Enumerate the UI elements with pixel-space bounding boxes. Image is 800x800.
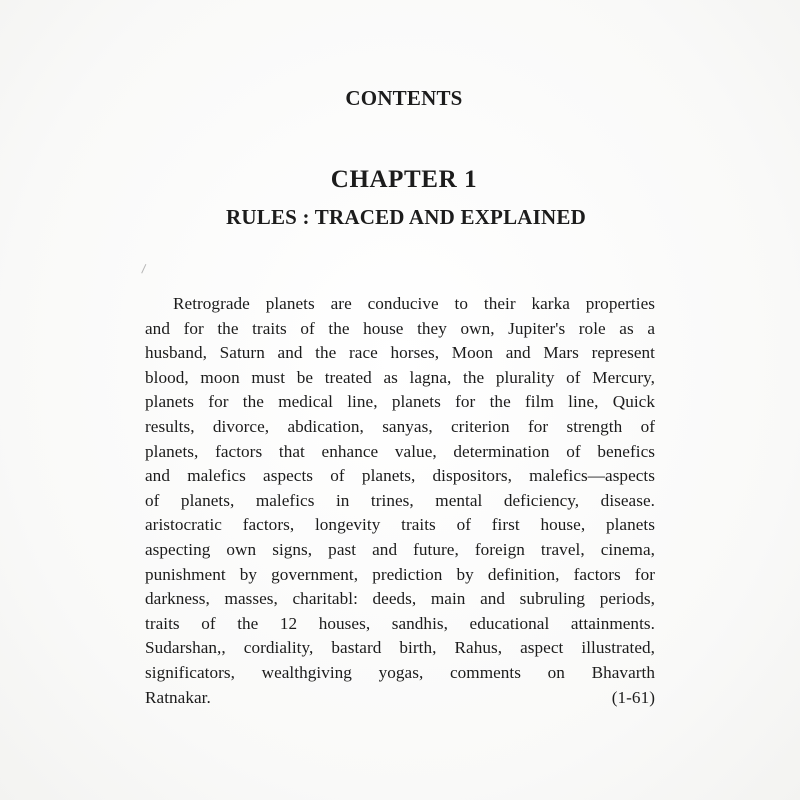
paragraph-line: husband, Saturn and the race horses, Moon and Mars represent	[145, 343, 655, 363]
paragraph-line: planets for the medical line, planets for the film line, Quick	[145, 392, 655, 412]
paragraph-line: results, divorce, abdication, sanyas, criterion for strength of	[145, 416, 655, 436]
contents-title: CONTENTS	[345, 86, 463, 110]
paragraph-line: aristocratic factors, longevity traits of first house, planets	[145, 515, 655, 535]
paragraph-line: blood, moon must be treated as lagna, the plurality of Mercury,	[145, 367, 655, 387]
paragraph-line: and malefics aspects of planets, dispositors, malefics—aspects	[145, 466, 655, 486]
chapter-title: CHAPTER 1	[330, 166, 478, 193]
paragraph-line: aspecting own signs, past and future, foreign travel, cinema,	[145, 539, 655, 559]
chapter-subtitle: RULES : TRACED AND EXPLAINED	[226, 205, 586, 229]
paragraph-line: of planets, malefics in trines, mental deficiency, disease.	[145, 490, 655, 510]
chapter-summary-paragraph	[145, 292, 655, 710]
scan-mark	[141, 264, 152, 276]
paragraph-line: traits of the 12 houses, sandhis, educational attainments.	[145, 613, 655, 633]
paragraph-last-line-text: Ratnakar.	[145, 687, 211, 707]
paragraph-line: punishment by government, prediction by definition, factors for	[145, 564, 655, 584]
paragraph-line: Sudarshan,, cordiality, bastard birth, Rahus, aspect illustrated,	[145, 638, 655, 658]
paragraph-line: Retrograde planets are conducive to their karka properties	[173, 294, 655, 313]
paragraph-line: and for the traits of the house they own, Jupiter's role as a	[145, 318, 655, 338]
paragraph-line: planets, factors that enhance value, determination of benefics	[145, 441, 655, 461]
page-range: (1-61)	[611, 687, 655, 707]
paragraph-line: darkness, masses, charitabl: deeds, main and subruling periods,	[145, 589, 655, 609]
paragraph-last-line	[145, 686, 655, 711]
paragraph-line: significators, wealthgiving yogas, comments on Bhavarth	[145, 662, 655, 682]
